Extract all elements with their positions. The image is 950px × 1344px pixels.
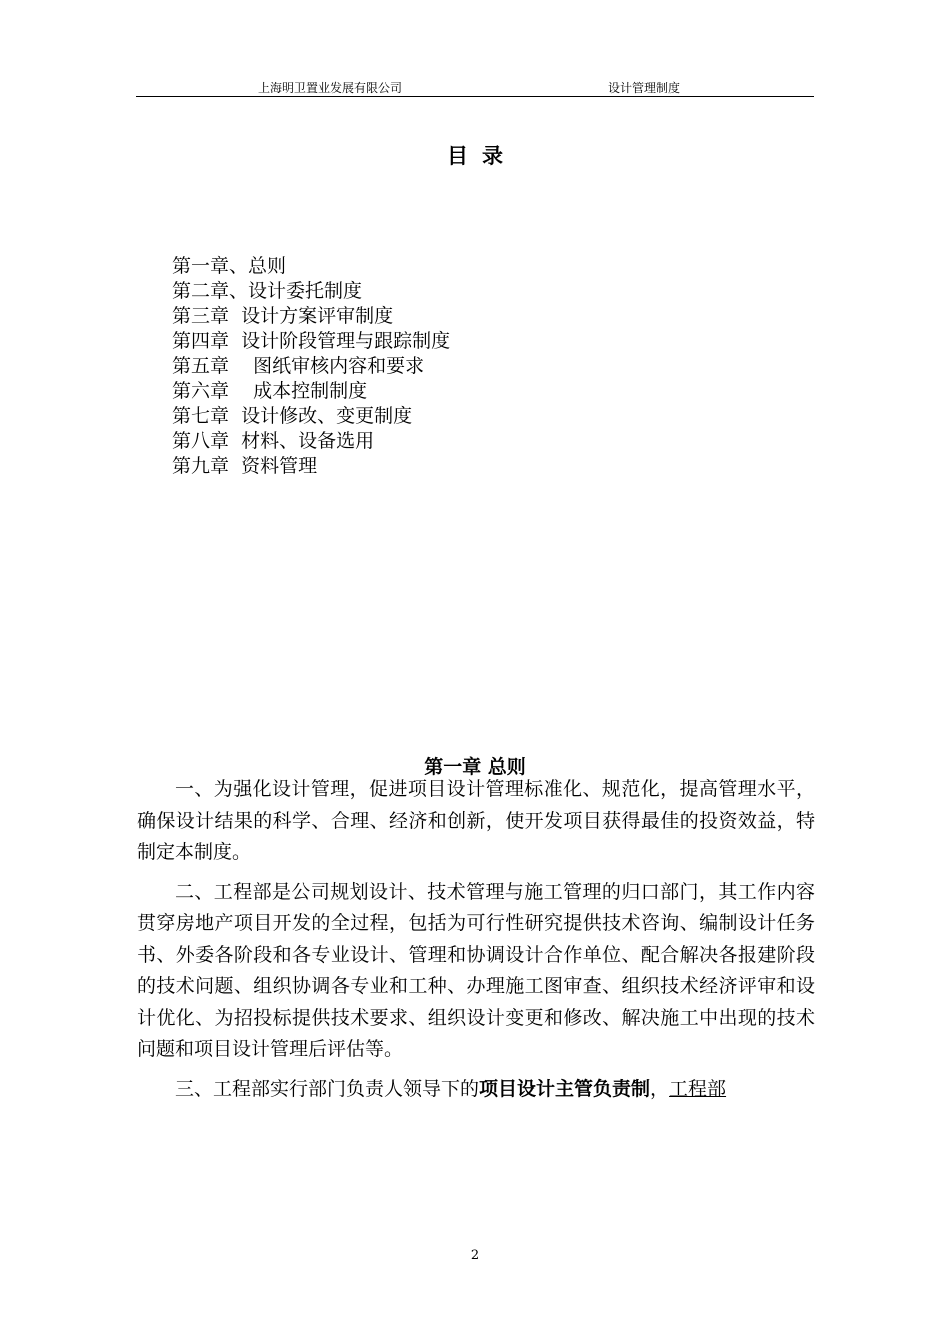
toc-item: 第六章 成本控制制度 [172, 380, 368, 402]
toc-item: 第五章 图纸审核内容和要求 [172, 355, 425, 377]
page-header [136, 76, 814, 97]
toc-item: 第三章 设计方案评审制度 [172, 305, 394, 327]
toc-item: 第一章、总则 [172, 255, 287, 277]
punctuation: ， [650, 1077, 670, 1100]
paragraph: 一、为强化设计管理，促进项目设计管理标准化、规范化，提高管理水平，确保设计结果的科学、合理、经济和创新，使开发项目获得最佳的投资效益，特制定本制度。 [137, 778, 815, 863]
toc-list [172, 254, 450, 479]
toc-item: 第九章 资料管理 [172, 455, 318, 477]
toc-item: 第二章、设计委托制度 [172, 280, 363, 302]
toc-item: 第八章 材料、设备选用 [172, 430, 375, 452]
bold-phrase: 项目设计主管负责制 [479, 1077, 651, 1100]
header-document-title: 设计管理制度 [608, 81, 681, 95]
paragraph-text: 三、工程部实行部门负责人领导下的 [175, 1077, 480, 1100]
toc-item: 第七章 设计修改、变更制度 [172, 405, 413, 427]
underlined-phrase: 工程部 [669, 1077, 727, 1100]
toc-title: 目录 [447, 143, 517, 168]
paragraph: 二、工程部是公司规划设计、技术管理与施工管理的归口部门，其工作内容贯穿房地产项目开发的全过程，包括为可行性研究提供技术咨询、编制设计任务书、外委各阶段和各专业设计、管理和协调设计合作单位、配合解决各报建阶段的技术问题、组织协调各专业和工种、办理施工图审查、组织技术经济评审和设计优化、为招投标提供技术要求、组织设计变更和修改、解决施工中出现的技术问题和项目设计管理后评估等。 [137, 880, 815, 1060]
toc-item: 第四章 设计阶段管理与跟踪制度 [172, 330, 451, 352]
page-number: 2 [470, 1248, 480, 1263]
chapter-title: 第一章 总则 [424, 756, 526, 778]
chapter-body [137, 774, 815, 1105]
paragraph-partial [137, 1074, 815, 1106]
header-company-name: 上海明卫置业发展有限公司 [258, 81, 403, 95]
